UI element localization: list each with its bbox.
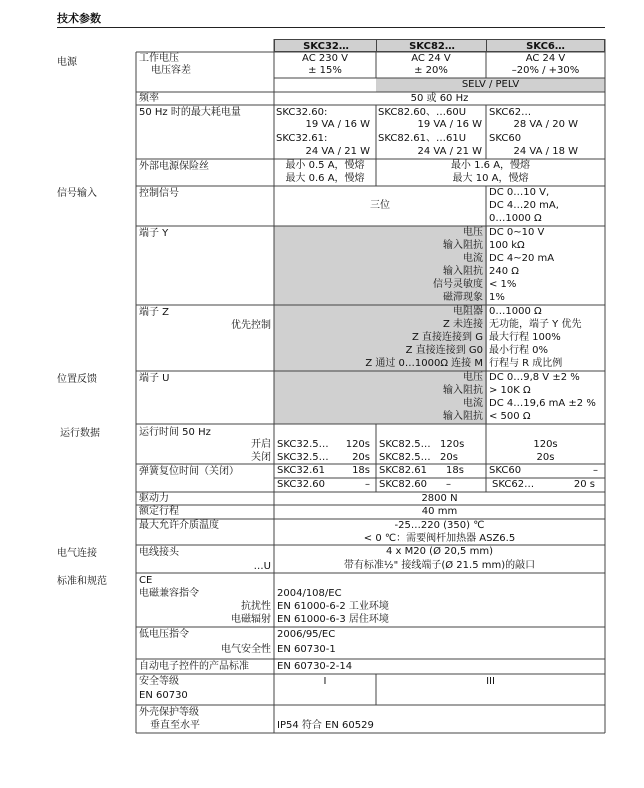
fuse-skc32-max: 最大 0.6 A，慢熔 [285, 173, 365, 184]
rt-skc6-open: 120s [533, 439, 558, 450]
fuse-other-max: 最大 10 A，慢熔 [452, 173, 529, 184]
s3a: SKC60 [489, 465, 522, 476]
control-three-point: 三位 [370, 200, 390, 211]
rt-skc32-open-model: SKC32.5… [277, 439, 329, 450]
z-val-2: 最大行程 100% [489, 332, 561, 343]
section-feedback: 位置反馈 [57, 374, 97, 385]
terminal-z-label: 端子 Z [139, 307, 170, 318]
page-title: 技术参数 [57, 12, 101, 25]
frequency-label: 频率 [139, 93, 159, 104]
lvd-label: 低电压指令 [139, 629, 189, 640]
electrical-safety-label: 电气安全性 [221, 644, 271, 655]
y-key-3: 输入阻抗 [443, 266, 483, 277]
tolerance-skc32: ± 15% [308, 65, 342, 76]
z-key-4: Z 通过 0…1000Ω 连接 M [365, 358, 483, 369]
auto-standard-label: 自动电子控件的产品标准 [139, 661, 249, 672]
z-key-0: 电阻器 [453, 306, 483, 317]
section-signal: 信号输入 [57, 188, 97, 199]
ip-label: 外壳保护等级 [139, 707, 199, 718]
emission-value: EN 61000-6-3 居住环境 [277, 614, 389, 625]
s2b: 18s [446, 465, 464, 476]
u-key-0: 电压 [463, 372, 483, 383]
rt-skc32-close: 20s [352, 452, 370, 463]
section-standards: 标准和规范 [57, 576, 107, 587]
stroke-value: 40 mm [421, 506, 458, 517]
p3d: 24 VA / 18 W [513, 146, 578, 157]
y-val-0: DC 0~10 V [489, 227, 545, 238]
electrical-safety-value: EN 60730-1 [277, 644, 336, 655]
s1a: SKC32.61 [277, 465, 325, 476]
p3a: SKC62… [489, 107, 532, 118]
emc-value: 2004/108/EC [277, 588, 342, 599]
y-val-3: 240 Ω [489, 266, 519, 277]
s3b: – [593, 465, 598, 476]
lvd-value: 2006/95/EC [277, 629, 336, 640]
rt-skc82-open-model: SKC82.5… [379, 439, 431, 450]
cable-entry-label: 电线接头 [139, 547, 179, 558]
u-key-2: 电流 [463, 398, 483, 409]
p2c: SKC82.61、…61U [378, 133, 467, 144]
temperature-note: < 0 ℃：需要阀杆加热器 ASZ6.5 [363, 533, 516, 544]
safety-class-1: I [323, 676, 327, 687]
y-val-5: 1% [489, 292, 505, 303]
open-label: 开启 [251, 439, 271, 450]
p2d: 24 VA / 21 W [417, 146, 482, 157]
force-label: 驱动力 [139, 493, 169, 504]
y-key-2: 电流 [463, 253, 483, 264]
z-key-1: Z 未连接 [442, 319, 483, 330]
cable-value: 4 x M20 (Ø 20,5 mm) [386, 546, 493, 557]
immunity-value: EN 61000-6-2 工业环境 [277, 601, 389, 612]
tolerance-skc82: ± 20% [414, 65, 448, 76]
voltage-skc32: AC 230 V [302, 53, 348, 64]
z-val-1: 无功能，端子 Y 优先 [489, 319, 582, 330]
voltage-skc82: AC 24 V [411, 53, 451, 64]
immunity-label: 抗扰性 [241, 601, 271, 612]
safety-class-3: III [486, 676, 495, 687]
p3c: SKC60 [489, 133, 522, 144]
emission-label: 电磁辐射 [231, 614, 271, 625]
power-consumption-label: 50 Hz 时的最大耗电量 [139, 107, 241, 118]
rt-skc82-close: 20s [440, 452, 458, 463]
control-signal-label: 控制信号 [139, 188, 179, 199]
section-operation: 运行数据 [60, 428, 100, 439]
fuse-label: 外部电源保险丝 [139, 161, 209, 172]
control-r2: DC 4…20 mA, [489, 200, 559, 211]
u-val-1: > 10K Ω [489, 385, 531, 396]
y-key-5: 磁滞现象 [443, 292, 483, 303]
section-electrical: 电气连接 [57, 548, 97, 559]
u-key-3: 输入阻抗 [443, 411, 483, 422]
y-key-0: 电压 [463, 227, 483, 238]
rt-skc32-open: 120s [345, 439, 370, 450]
y-key-4: 信号灵敏度 [433, 279, 483, 290]
temperature-label: 最大允许介质温度 [139, 520, 219, 531]
selv-pelv: SELV / PELV [461, 79, 520, 90]
tolerance-skc6: –20% / +30% [511, 65, 580, 76]
frequency-value: 50 或 60 Hz [410, 93, 469, 104]
fuse-other-min: 最小 1.6 A，慢熔 [450, 160, 531, 171]
p3b: 28 VA / 20 W [513, 119, 578, 130]
rt-skc82-close-model: SKC82.5… [379, 452, 431, 463]
s1b: 18s [352, 465, 370, 476]
section-power: 电源 [57, 57, 77, 68]
p1d: 24 VA / 21 W [305, 146, 370, 157]
u-val-3: < 500 Ω [489, 411, 531, 422]
rt-skc6-close: 20s [536, 452, 555, 463]
y-val-1: 100 kΩ [489, 240, 525, 251]
voltage-tolerance-label: 电压容差 [151, 65, 191, 76]
safety-class-standard: EN 60730 [139, 690, 188, 701]
ce-label: CE [139, 575, 153, 586]
p1a: SKC32.60: [276, 107, 328, 118]
s5b: – [446, 479, 451, 490]
s5a: SKC82.60 [379, 479, 427, 490]
s4b: – [365, 479, 370, 490]
runtime-label: 运行时间 50 Hz [139, 427, 211, 438]
voltage-label: 工作电压 [139, 53, 179, 64]
cable-u-label: …U [253, 561, 271, 572]
header-skc6: SKC6… [486, 39, 605, 52]
voltage-skc6: AC 24 V [525, 53, 566, 64]
p2b: 19 VA / 16 W [417, 119, 482, 130]
y-val-2: DC 4~20 mA [489, 253, 555, 264]
header-skc82: SKC82… [376, 39, 488, 52]
safety-class-label: 安全等级 [139, 676, 179, 687]
close-label: 关闭 [251, 452, 271, 463]
u-val-2: DC 4…19,6 mA ±2 % [489, 398, 596, 409]
s2a: SKC82.61 [379, 465, 427, 476]
rt-skc32-close-model: SKC32.5… [277, 452, 329, 463]
spring-return-label: 弹簧复位时间（关闭） [139, 466, 239, 477]
force-value: 2800 N [421, 493, 458, 504]
terminal-u-label: 端子 U [139, 373, 170, 384]
ip-sub-label: 垂直至水平 [150, 720, 200, 731]
z-val-0: 0…1000 Ω [489, 306, 542, 317]
cable-knockout: 带有标准½" 接线端子(Ø 21.5 mm)的敲口 [343, 560, 536, 571]
control-r1: DC 0…10 V, [489, 187, 550, 198]
z-val-3: 最小行程 0% [489, 345, 549, 356]
emc-label: 电磁兼容指令 [139, 588, 199, 599]
header-skc32: SKC32… [274, 39, 378, 52]
s6a: SKC62… [492, 479, 535, 490]
rt-skc82-open: 120s [440, 439, 465, 450]
z-key-3: Z 直接连接到 G0 [405, 345, 483, 356]
auto-standard-value: EN 60730-2-14 [277, 661, 353, 672]
s4a: SKC32.60 [277, 479, 325, 490]
stroke-label: 额定行程 [139, 506, 179, 517]
p2a: SKC82.60、…60U [378, 107, 467, 118]
p1b: 19 VA / 16 W [305, 119, 370, 130]
ip-value: IP54 符合 EN 60529 [277, 720, 374, 731]
fuse-skc32-min: 最小 0.5 A，慢熔 [285, 160, 365, 171]
s6b: 20 s [573, 479, 595, 490]
terminal-y-label: 端子 Y [139, 228, 169, 239]
z-key-2: Z 直接连接到 G [412, 332, 483, 343]
p1c: SKC32.61: [276, 133, 328, 144]
y-val-4: < 1% [489, 279, 517, 290]
u-val-0: DC 0…9,8 V ±2 % [489, 372, 580, 383]
temperature-value: -25…220 (350) ℃ [394, 520, 485, 531]
control-r3: 0…1000 Ω [489, 213, 542, 224]
y-key-1: 输入阻抗 [443, 240, 483, 251]
z-val-4: 行程与 R 成比例 [489, 358, 563, 369]
u-key-1: 输入阻抗 [443, 385, 483, 396]
priority-control-label: 优先控制 [231, 320, 271, 331]
